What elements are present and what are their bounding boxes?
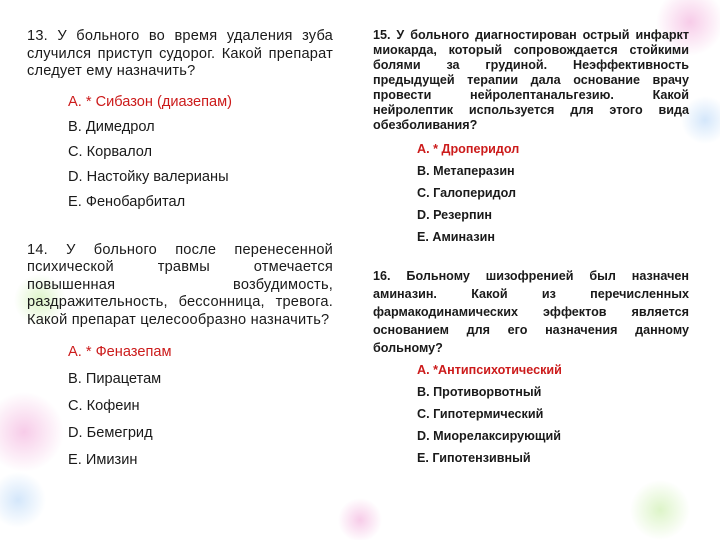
question-13-option-e: E. Фенобарбитал xyxy=(68,193,186,210)
question-16-option-e: E. Гипотензивный xyxy=(417,451,531,465)
question-14-option-a: A. * Феназепам xyxy=(68,344,172,360)
question-14-text: 14. У больного после перенесенной психической травмы отмечается повышенная возбудимость, раздражительность, бессонница, тревога. Какой препарат целесообразно назначить? xyxy=(27,241,333,328)
question-15-option-b: B. Метаперазин xyxy=(417,164,515,178)
question-15-option-a: A. * Дроперидол xyxy=(417,142,520,156)
question-13-option-d: D. Настойку валерианы xyxy=(68,168,229,185)
decor-bubble xyxy=(630,480,690,540)
question-13-text: 13. У больного во время удаления зуба случился приступ судорог. Какой препарат следует ему назначить? xyxy=(27,28,333,79)
question-14-option-d: D. Бемегрид xyxy=(68,425,153,441)
question-14-option-e: E. Имизин xyxy=(68,452,138,468)
question-15-option-e: E. Аминазин xyxy=(417,230,495,244)
question-16-text: 16. Больному шизофренией был назначен аминазин. Какой из перечисленных фармакодинамических эффектов является основанием для его назначения данному больному? xyxy=(373,269,689,355)
question-15-option-c: C. Галоперидол xyxy=(417,186,517,200)
question-16-option-d: D. Миорелаксирующий xyxy=(417,429,561,443)
question-13-option-c: C. Корвалол xyxy=(68,143,153,160)
question-16-option-c: C. Гипотермический xyxy=(417,407,544,421)
decor-bubble xyxy=(338,498,382,540)
decor-bubble xyxy=(0,472,46,528)
question-14-option-b: B. Пирацетам xyxy=(68,371,162,387)
question-16-option-b: B. Противорвотный xyxy=(417,385,542,399)
question-14-option-c: C. Кофеин xyxy=(68,398,140,414)
question-15-option-d: D. Резерпин xyxy=(417,208,492,222)
right-column xyxy=(373,28,689,466)
question-15-text: 15. У больного диагностирован острый инфаркт миокарда, который сопровождается стойкими болями за грудиной. Неэффективность предыдущей терапии дала основание врачу провести нейролептанальгезию. Какой нейролептик используется для этого вида обезболивания? xyxy=(373,28,689,132)
left-column xyxy=(27,28,333,469)
question-13-option-a: A. * Сибазон (диазепам) xyxy=(68,93,233,110)
question-16-option-a: A. *Антипсихотический xyxy=(417,363,562,377)
question-13-option-b: B. Димедрол xyxy=(68,118,155,135)
